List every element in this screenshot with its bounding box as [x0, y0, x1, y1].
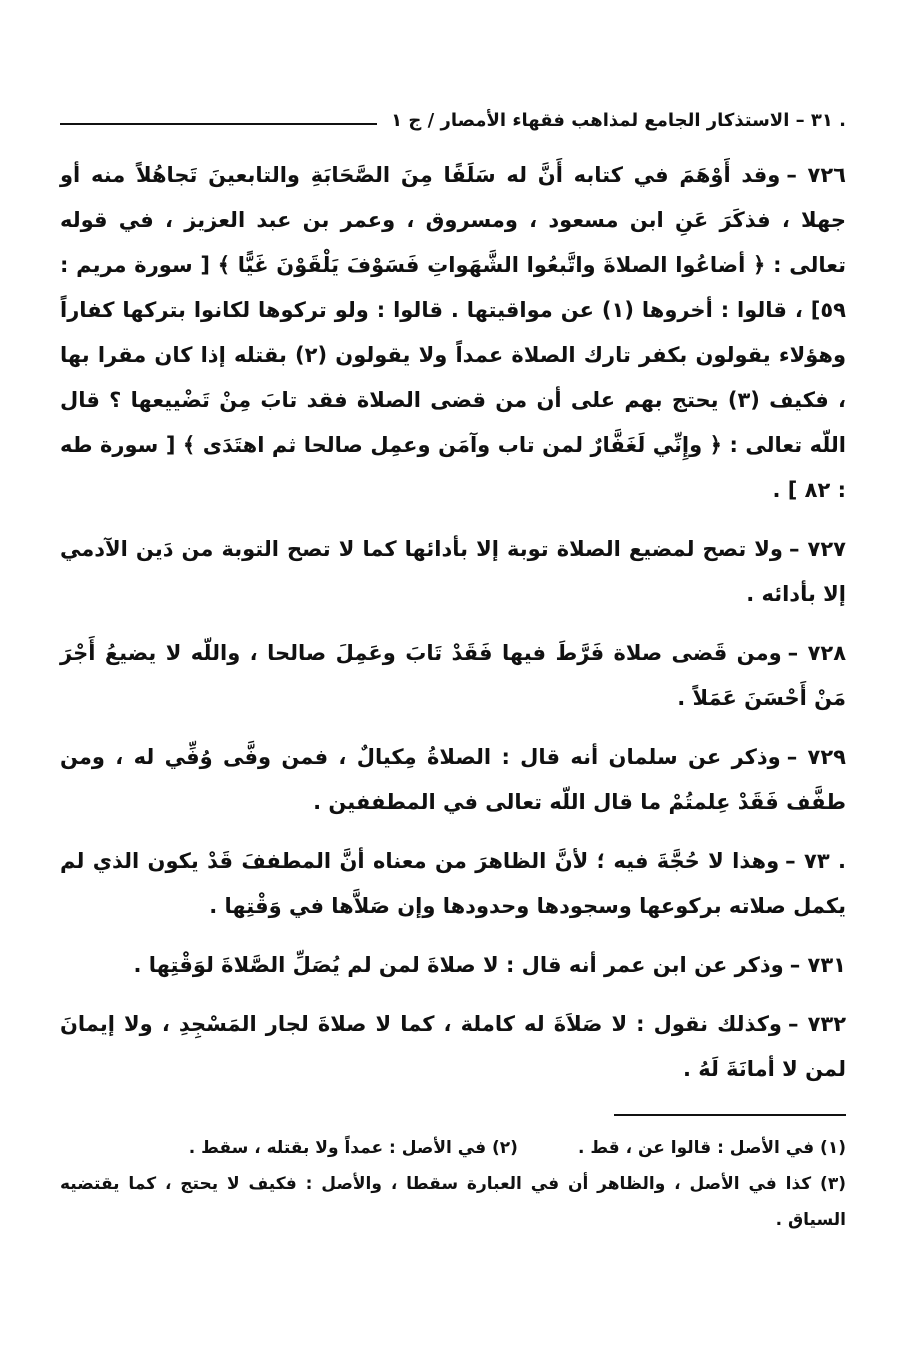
paragraph-730: [60, 839, 846, 929]
paragraph-text: وقد أَوْهَمَ في كتابه أَنَّ له سَلَفًا مِنَ الصَّحَابَةِ والتابعينَ تَجاهُلاً منه أو جهلا ، فذكَرَ عَنِ ابن مسعود ، ومسروق ، وعمر بن عبد العزيز ، في قوله تعالى : ﴿ أضاعُوا الصلاةَ واتَّبعُوا الشَّهَواتِ فَسَوْفَ يَلْقَوْنَ غَيًّا ﴾ [ سورة مريم : ٥٩] ، قالوا : أخروها (١) عن مواقيتها . قالوا : ولو تركوها لكانوا بتركها كفاراً وهؤلاء يقولون بكفر تارك الصلاة عمداً ولا يقولون (٢) بقتله إذا كان مقرا بها ، فكيف (٣) يحتج بهم على أن من قضى الصلاة فقد تابَ مِنْ تَضْييعها ؟ قال اللّه تعالى : ﴿ وإِنِّي لَغَفَّارٌ لمن تاب وآمَن وعمِل صالحا ثم اهتَدَى ﴾ [ سورة طه : ٨٢ ] .: [60, 163, 846, 502]
paragraph-text: ولا تصح لمضيع الصلاة توبة إلا بأدائها كما لا تصح التوبة من دَين الآدمي إلا بأدائه .: [60, 537, 846, 606]
running-header: [60, 95, 846, 145]
paragraph-732: [60, 1002, 846, 1092]
paragraph-text: وذكر عن سلمان أنه قال : الصلاةُ مِكيالٌ ، فمن وفَّى وُفِّي له ، ومن طفَّف فَقَدْ عِلمتُمْ ما قال اللّه تعالى في المطففين .: [60, 745, 846, 814]
paragraph-text: وذكر عن ابن عمر أنه قال : لا صلاةَ لمن لم يُصَلِّ الصَّلاةَ لوَقْتِها .: [133, 953, 784, 977]
footnote-rule: [614, 1114, 846, 1116]
paragraph-729: [60, 735, 846, 825]
paragraph-text: وهذا لا حُجَّةَ فيه ؛ لأنَّ الظاهرَ من معناه أنَّ المطففَ قَدْ يكون الذي لم يكمل صلاته بركوعها وسجودها وحدودها وإن صَلاَّها في وَقْتِها .: [60, 849, 846, 918]
footnotes: [60, 1130, 846, 1238]
running-header-text: . ٣١ – الاستذكار الجامع لمذاهب فقهاء الأمصار / ج ١: [391, 109, 846, 131]
main-text: [60, 153, 846, 1092]
paragraph-726: [60, 153, 846, 513]
paragraph-number: ٧٢٧ –: [788, 537, 846, 561]
paragraph-number: . ٧٣ –: [785, 849, 846, 873]
paragraph-number: ٧٣١ –: [789, 953, 846, 977]
paragraph-727: [60, 527, 846, 617]
paragraph-number: ٧٢٦ –: [786, 163, 846, 187]
footnote-2: (٢) في الأصل : عمداً ولا بقتله ، سقط .: [188, 1138, 518, 1158]
paragraph-number: ٧٢٩ –: [786, 745, 846, 769]
footnote-3: (٣) كذا في الأصل ، والظاهر أن في العبارة سقطا ، والأصل : فكيف لا يحتج ، كما يقتضيه السياق .: [60, 1174, 846, 1230]
header-rule: [60, 123, 377, 125]
paragraph-text: ومن قَضى صلاة فَرَّطَ فيها فَقَدْ تَابَ وعَمِلَ صالحا ، واللّه لا يضيعُ أَجْرَ مَنْ أَحْسَنَ عَمَلاً .: [60, 641, 846, 710]
paragraph-number: ٧٢٨ –: [787, 641, 847, 665]
footnote-row: [60, 1130, 846, 1166]
paragraph-number: ٧٣٢ –: [787, 1012, 847, 1036]
paragraph-731: [60, 943, 846, 988]
paragraph-text: وكذلك نقول : لا صَلاَةَ له كاملة ، كما لا صلاةَ لجار المَسْجِدِ ، ولا إيمانَ لمن لا أمانَةَ لَهُ .: [60, 1012, 846, 1081]
paragraph-728: [60, 631, 846, 721]
footnote-1: (١) في الأصل : قالوا عن ، قط .: [577, 1138, 846, 1158]
book-page: [60, 95, 846, 1238]
